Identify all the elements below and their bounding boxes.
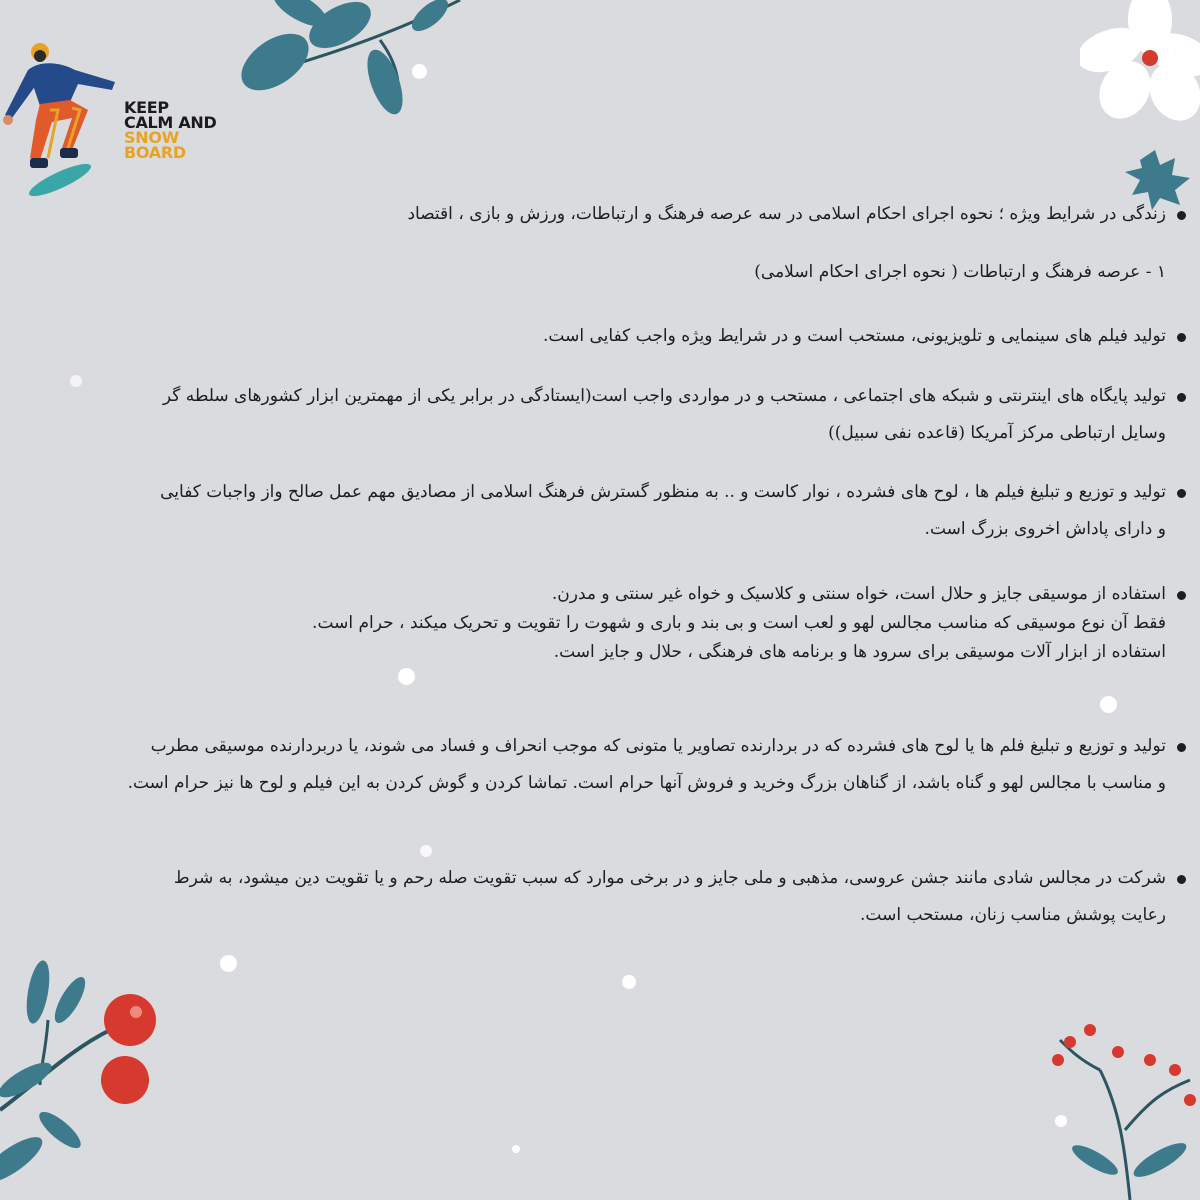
snow-dot [512, 1145, 520, 1153]
snow-dot [220, 955, 237, 972]
paragraph-line: تولید و توزیع و تبلیغ فلم ها یا لوح های فشرده که در بردارنده تصاویر یا متونی که موجب انحراف و فساد می شوند، یا دربردارنده موسیقی مطرب [150, 736, 1166, 756]
logo-line-4: BOARD [124, 143, 186, 162]
logo-line-1: KEEP [124, 98, 169, 117]
logo-line-3: SNOW [124, 128, 179, 147]
paragraph-3 [20, 322, 1182, 351]
logo-line-2: CALM AND [124, 113, 217, 132]
paragraph-line: و مناسب با مجالس لهو و گناه باشد، از گناهان بزرگ وخرید و فروش آنها حرام است. تماشا کردن و گوش کردن به این فیلم و لوح ها نیز حرام است. [127, 773, 1166, 793]
paragraph-6 [20, 580, 1182, 667]
paragraph-line: فقط آن نوع موسیقی که مناسب مجالس لهو و لعب است و بی بند و باری و شهوت را تقویت و تحریک میکند ، حرام است. [312, 613, 1166, 633]
bottom-right-berries-decoration [1040, 1010, 1200, 1200]
section-heading [20, 258, 1182, 287]
paragraph-line: رعایت پوشش مناسب زنان، مستحب است. [860, 905, 1166, 925]
snowboarder-icon [0, 40, 130, 200]
snow-dot [622, 975, 636, 989]
paragraph-line: تولید و توزیع و تبلیغ فیلم ها ، لوح های فشرده ، نوار کاست و .. به منظور گسترش فرهنگ اسلامی از مصادیق مهم عمل صالح واز واجبات کفایی [160, 482, 1166, 502]
bullet-icon [1177, 489, 1186, 498]
bullet-icon [1177, 333, 1186, 342]
bullet-icon [1177, 743, 1186, 752]
bullet-icon [1177, 875, 1186, 884]
top-branch-decoration [230, 0, 490, 130]
paragraph-line: تولید فیلم های سینمایی و تلویزیونی، مستحب است و در شرایط ویژه واجب کفایی است. [543, 326, 1166, 346]
bottom-left-berries-decoration [0, 960, 180, 1200]
bullet-icon [1177, 591, 1186, 600]
paragraph-line: استفاده از موسیقی جایز و حلال است، خواه سنتی و کلاسیک و خواه غیر سنتی و مدرن. [551, 584, 1166, 604]
paragraph-line: ۱ - عرصه فرهنگ و ارتباطات ( نحوه اجرای احکام اسلامی) [754, 262, 1166, 282]
paragraph-line: وسایل ارتباطی مرکز آمریکا (قاعده نفی سبیل)) [828, 423, 1166, 443]
paragraph-line: استفاده از ابزار آلات موسیقی برای سرود ها و برنامه های فرهنگی ، حلال و جایز است. [553, 642, 1166, 662]
paragraph-4 [20, 382, 1182, 448]
paragraph-8 [20, 864, 1182, 930]
snow-dot [398, 668, 415, 685]
logo-text [124, 100, 216, 160]
paragraph-5 [20, 478, 1182, 544]
snow-dot [1100, 696, 1117, 713]
paragraph-line: شرکت در مجالس شادی مانند جشن عروسی، مذهبی و ملی جایز و در برخی موارد که سبب تقویت صله رحم و یا تقویت دین میشود، به شرط [173, 868, 1166, 888]
paragraph-line: و دارای پاداش اخروی بزرگ است. [924, 519, 1166, 539]
bullet-icon [1177, 211, 1186, 220]
white-flower-decoration [1080, 0, 1200, 210]
snow-dot [420, 845, 432, 857]
paragraph-1 [20, 200, 1182, 229]
paragraph-7 [20, 732, 1182, 798]
bullet-icon [1177, 393, 1186, 402]
paragraph-line: تولید پایگاه های اینترنتی و شبکه های اجتماعی ، مستحب و در مواردی واجب است(ایستادگی در برابر یکی از مهمترین ابزار کشورهای سلطه گر [162, 386, 1166, 406]
paragraph-line: زندگی در شرایط ویژه ؛ نحوه اجرای احکام اسلامی در سه عرصه فرهنگ و ارتباطات، ورزش و بازی ، اقتصاد [407, 204, 1166, 224]
